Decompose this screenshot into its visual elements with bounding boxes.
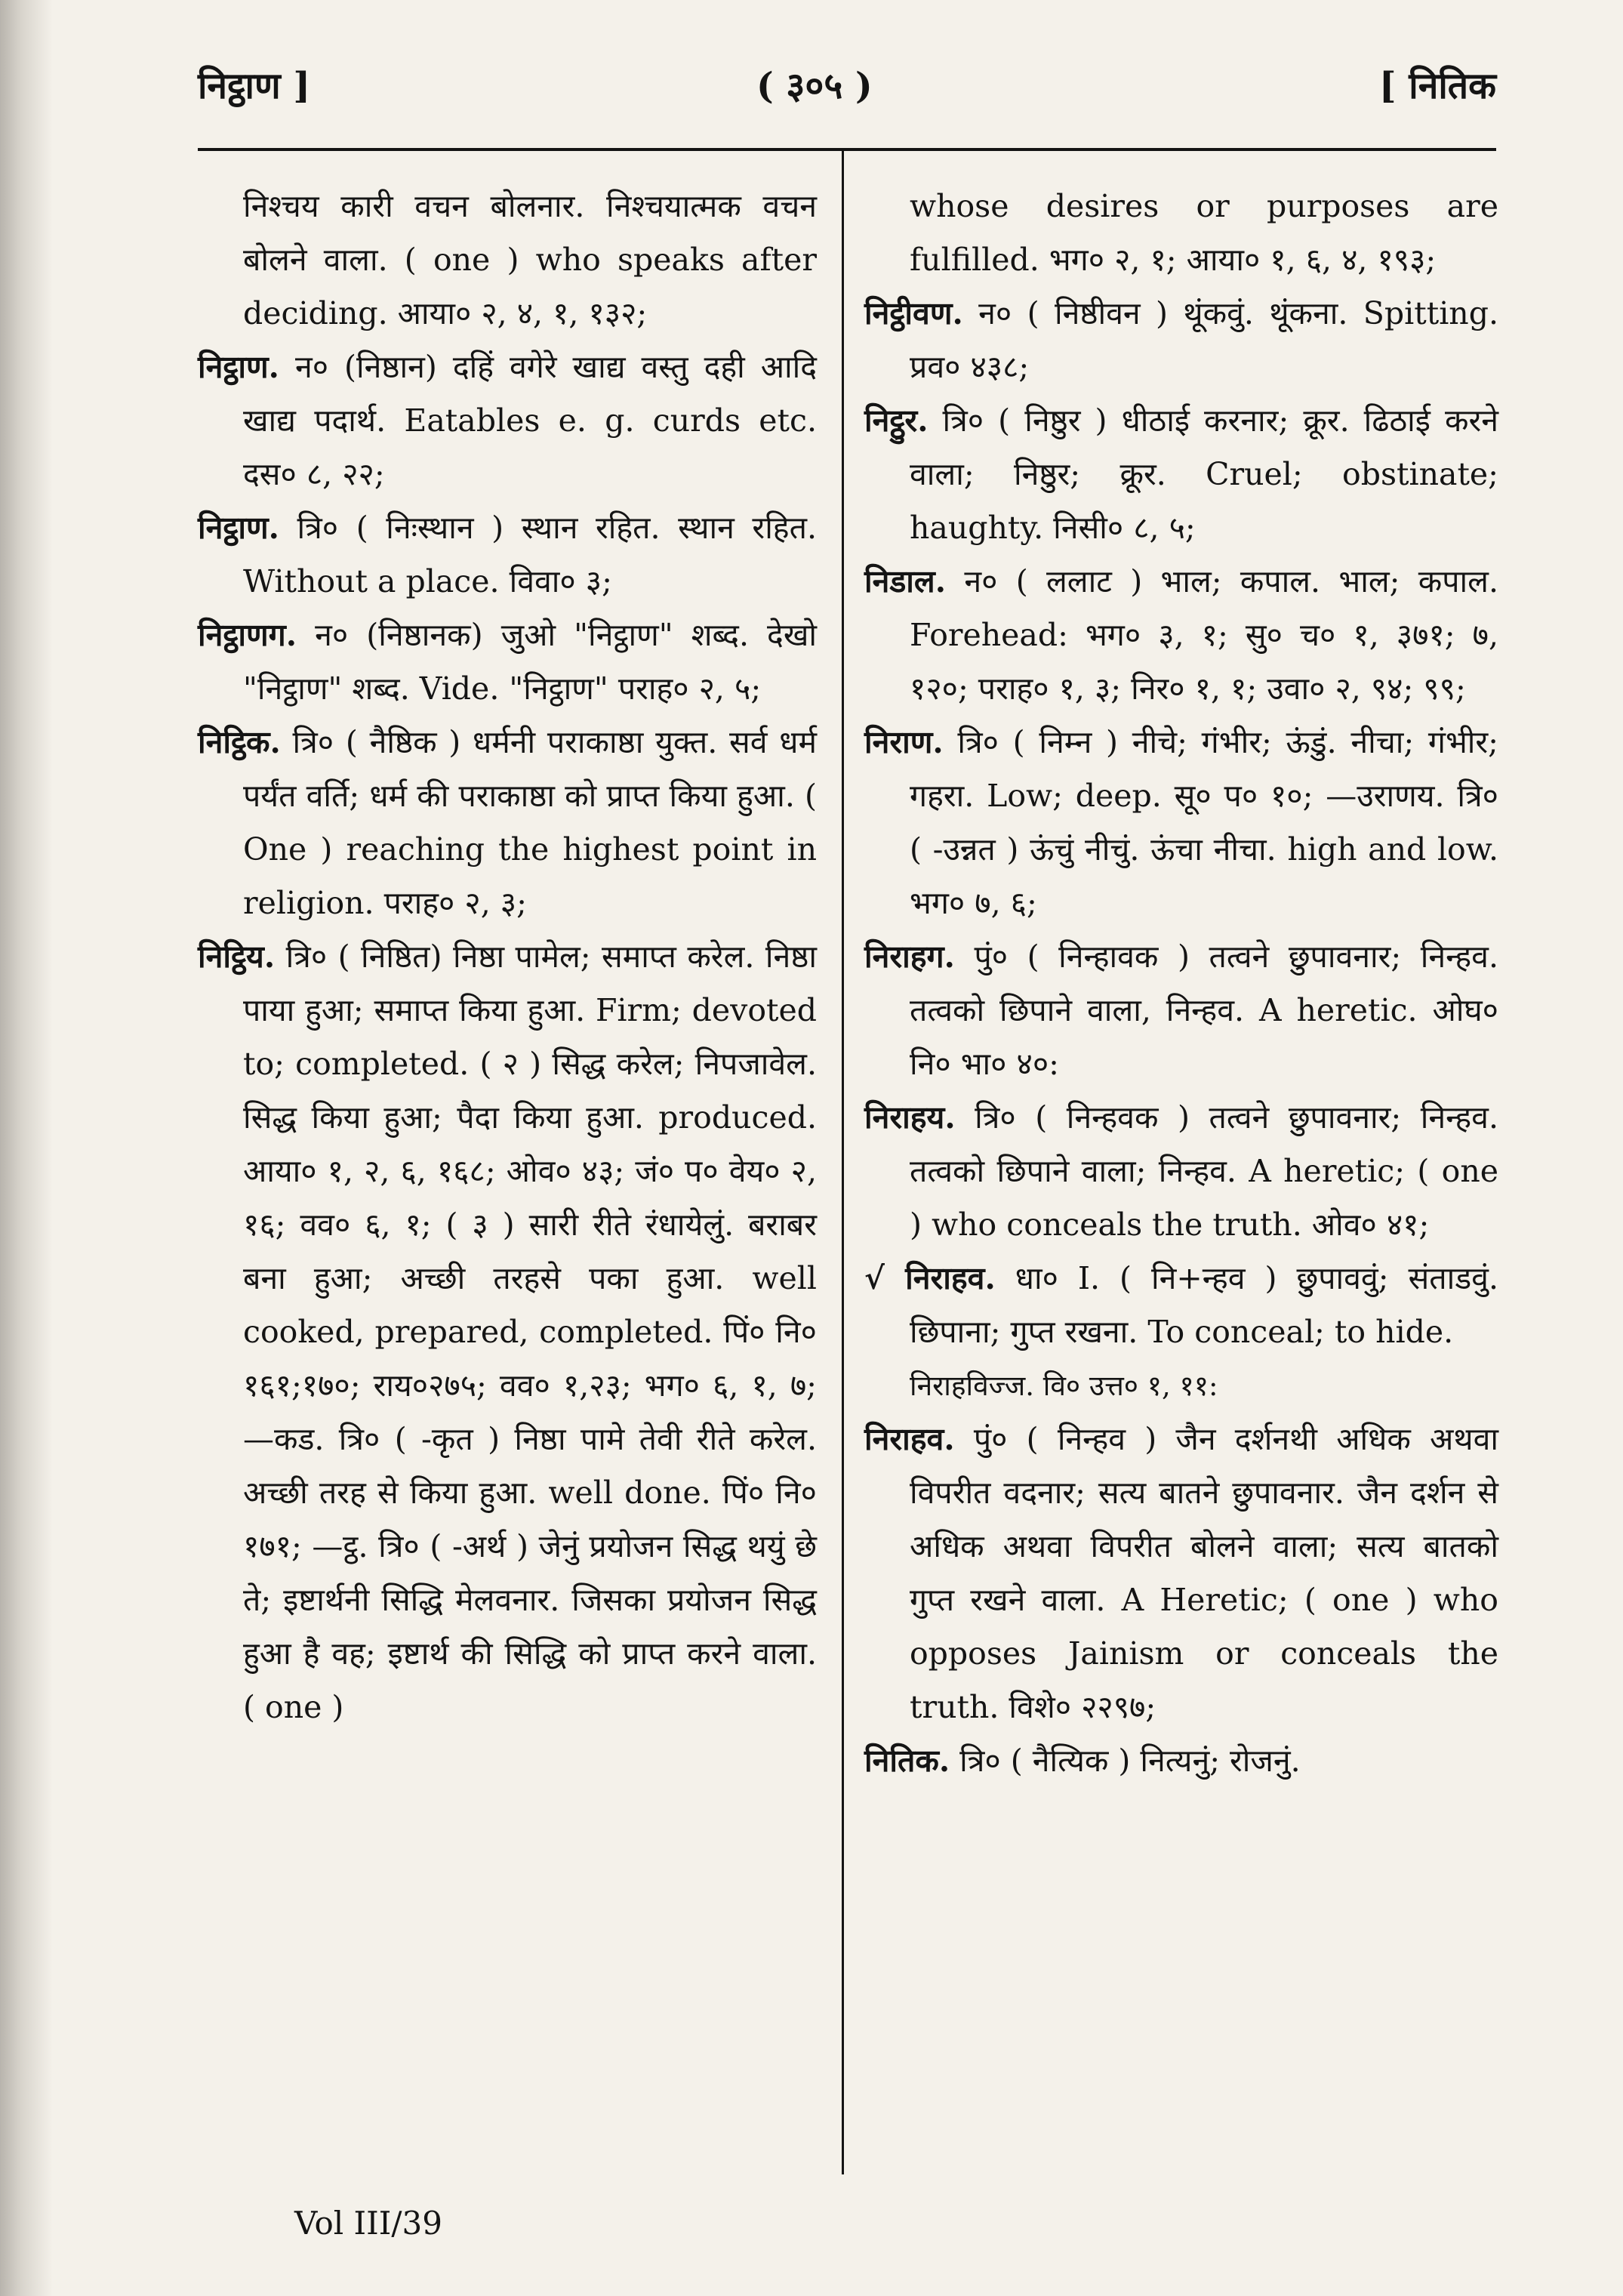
left-column — [198, 180, 817, 1734]
dictionary-entry — [198, 609, 817, 716]
entry-definition: निराहविज्ज. वि० उत्त० १, ११: — [910, 1370, 1218, 1402]
entry-headword: निट्ठुर. — [864, 402, 929, 439]
entry-headword: निट्ठाण. — [198, 349, 279, 385]
dictionary-entry — [864, 180, 1498, 287]
dictionary-entry — [864, 1734, 1498, 1788]
page-number: ( ३०५ ) — [756, 65, 873, 107]
entry-headword: निट्ठिक. — [198, 724, 281, 760]
entry-headword: नितिक. — [864, 1743, 950, 1779]
entry-definition: न० (निष्ठानक) जुओ "निट्ठाण" शब्द. देखो "निट्ठाण" शब्द. Vide. "निट्ठाण" पराह० २, ५; — [243, 617, 817, 707]
entry-headword: निट्ठिय. — [198, 938, 276, 975]
entry-headword: निराण. — [864, 724, 944, 760]
right-column — [864, 180, 1498, 1788]
entry-headword: निराहय. — [864, 1099, 956, 1136]
dictionary-entry — [864, 394, 1498, 555]
entry-definition: पुं० ( निन्हावक ) तत्वने छुपावनार; निन्हव. तत्वको छिपाने वाला, निन्हव. A heretic. ओघ० नि० भा० ४०: — [910, 938, 1498, 1082]
dictionary-entry — [864, 1252, 1498, 1359]
dictionary-entry — [198, 716, 817, 930]
entry-definition: न० ( ललाट ) भाल; कपाल. भाल; कपाल. Forehead: भग० ३, १; सु० च० १, ३७१; ७, १२०; पराह० १, ३; निर० १, १; उवा० २, ९४; ९९; — [910, 563, 1498, 707]
dictionary-entry — [864, 555, 1498, 716]
entry-headword: निट्ठाण. — [198, 510, 279, 546]
page-edge-shadow — [0, 0, 53, 2296]
dictionary-entry — [864, 287, 1498, 394]
dictionary-entry — [198, 180, 817, 341]
volume-footer: Vol III/39 — [294, 2205, 442, 2242]
entry-definition: त्रि० ( निम्न ) नीचे; गंभीर; ऊंडुं. नीचा; गंभीर; गहरा. Low; deep. सू० प० १०; —उराणय. त्रि० ( -उन्नत ) ऊंचुं नीचुं. ऊंचा नीचा. high and low. भग० ७, ६; — [910, 724, 1498, 921]
entry-headword: √ निराहव. — [864, 1260, 996, 1296]
entry-definition: त्रि० ( निःस्थान ) स्थान रहित. स्थान रहित. Without a place. विवा० ३; — [243, 510, 817, 599]
header-first-headword: निट्ठाण ] — [198, 65, 311, 107]
dictionary-entry — [864, 1359, 1498, 1413]
entry-definition: त्रि० ( निष्ठुर ) धीठाई करनार; क्रूर. ढिठाई करने वाला; निष्ठुर; क्रूर. Cruel; obstinate; haughty. निसी० ८, ५; — [910, 402, 1498, 546]
column-divider — [842, 151, 844, 2174]
entry-definition: पुं० ( निन्हव ) जैन दर्शनथी अधिक अथवा विपरीत वदनार; सत्य बातने छुपावनार. जैन दर्शन से अधिक अथवा विपरीत बोलने वाला; सत्य बातको गुप्त रखने वाला. A Heretic; ( one ) who opposes Jainism or conceals the truth. विशे० २२९७; — [910, 1421, 1498, 1725]
entry-headword: निट्ठीवण. — [864, 295, 963, 331]
dictionary-entry — [864, 716, 1498, 930]
entry-headword: निराहव. — [864, 1421, 955, 1457]
entry-definition: धा० I. ( नि+न्हव ) छुपाववुं; संताडवुं. छिपाना; गुप्त रखना. To conceal; to hide. — [910, 1260, 1498, 1350]
entry-definition: त्रि० ( नैत्यिक ) नित्यनुं; रोजनुं. — [959, 1743, 1301, 1779]
entry-headword: निट्ठाणग. — [198, 617, 297, 653]
dictionary-entry — [198, 930, 817, 1734]
entry-definition: त्रि० ( निष्ठित) निष्ठा पामेल; समाप्त करेल. निष्ठा पाया हुआ; समाप्त किया हुआ. Firm; devoted to; completed. ( २ ) सिद्ध करेल; निपजावेल. सिद्ध किया हुआ; पैदा किया हुआ. produced. आया० १, २, ६, १६८; ओव० ४३; जं० प० वेय० २, १६; वव० ६, १; ( ३ ) सारी रीते रंधायेलुं. बराबर बना हुआ; अच्छी तरहसे पका हुआ. well cooked, prepared, completed. पिं० नि० १६१;१७०; राय०२७५; वव० १,२३; भग० ६, १, ७; —कड. त्रि० ( -कृत ) निष्ठा पामे तेवी रीते करेल. अच्छी तरह से किया हुआ. well done. पिं० नि० १७१; —ट्ठ. त्रि० ( -अर्थ ) जेनुं प्रयोजन सिद्ध थयुं छे ते; इष्टार्थनी सिद्धि मेलवनार. जिसका प्रयोजन सिद्ध हुआ है वह; इष्टार्थ की सिद्धि को प्राप्त करने वाला. ( one ) — [243, 938, 817, 1725]
entry-definition: whose desires or purposes are fulfilled. भग० २, १; आया० १, ६, ४, १९३; — [910, 188, 1498, 278]
entry-definition: निश्चय कारी वचन बोलनार. निश्चयात्मक वचन बोलने वाला. ( one ) who speaks after deciding. आया० २, ४, १, १३२; — [243, 188, 817, 331]
entry-definition: त्रि० ( निन्हवक ) तत्वने छुपावनार; निन्हव. तत्वको छिपाने वाला; निन्हव. A heretic; ( one ) who conceals the truth. ओव० ४१; — [910, 1099, 1498, 1243]
entry-definition: न० ( निष्ठीवन ) थूंकवुं. थूंकना. Spitting. प्रव० ४३८; — [910, 295, 1498, 385]
entry-definition: त्रि० ( नैष्ठिक ) धर्मनी पराकाष्ठा युक्त. सर्व धर्म पर्यंत वर्ति; धर्म की पराकाष्ठा को प्राप्त किया हुआ. ( One ) reaching the highest point in religion. पराह० २, ३; — [243, 724, 817, 921]
dictionary-entry — [198, 501, 817, 609]
dictionary-entry — [198, 341, 817, 501]
header-rule — [198, 148, 1496, 151]
entry-headword: निडाल. — [864, 563, 946, 599]
header-last-headword: [ नितिक — [1378, 65, 1496, 107]
entry-definition: न० (निष्ठान) दहिं वगेरे खाद्य वस्तु दही आदि खाद्य पदार्थ. Eatables e. g. curds etc. दस० ८, २२; — [243, 349, 817, 492]
page-header — [198, 60, 1496, 121]
dictionary-entry — [864, 1091, 1498, 1252]
dictionary-entry — [864, 1413, 1498, 1734]
entry-headword: निराहग. — [864, 938, 955, 975]
dictionary-entry — [864, 930, 1498, 1091]
